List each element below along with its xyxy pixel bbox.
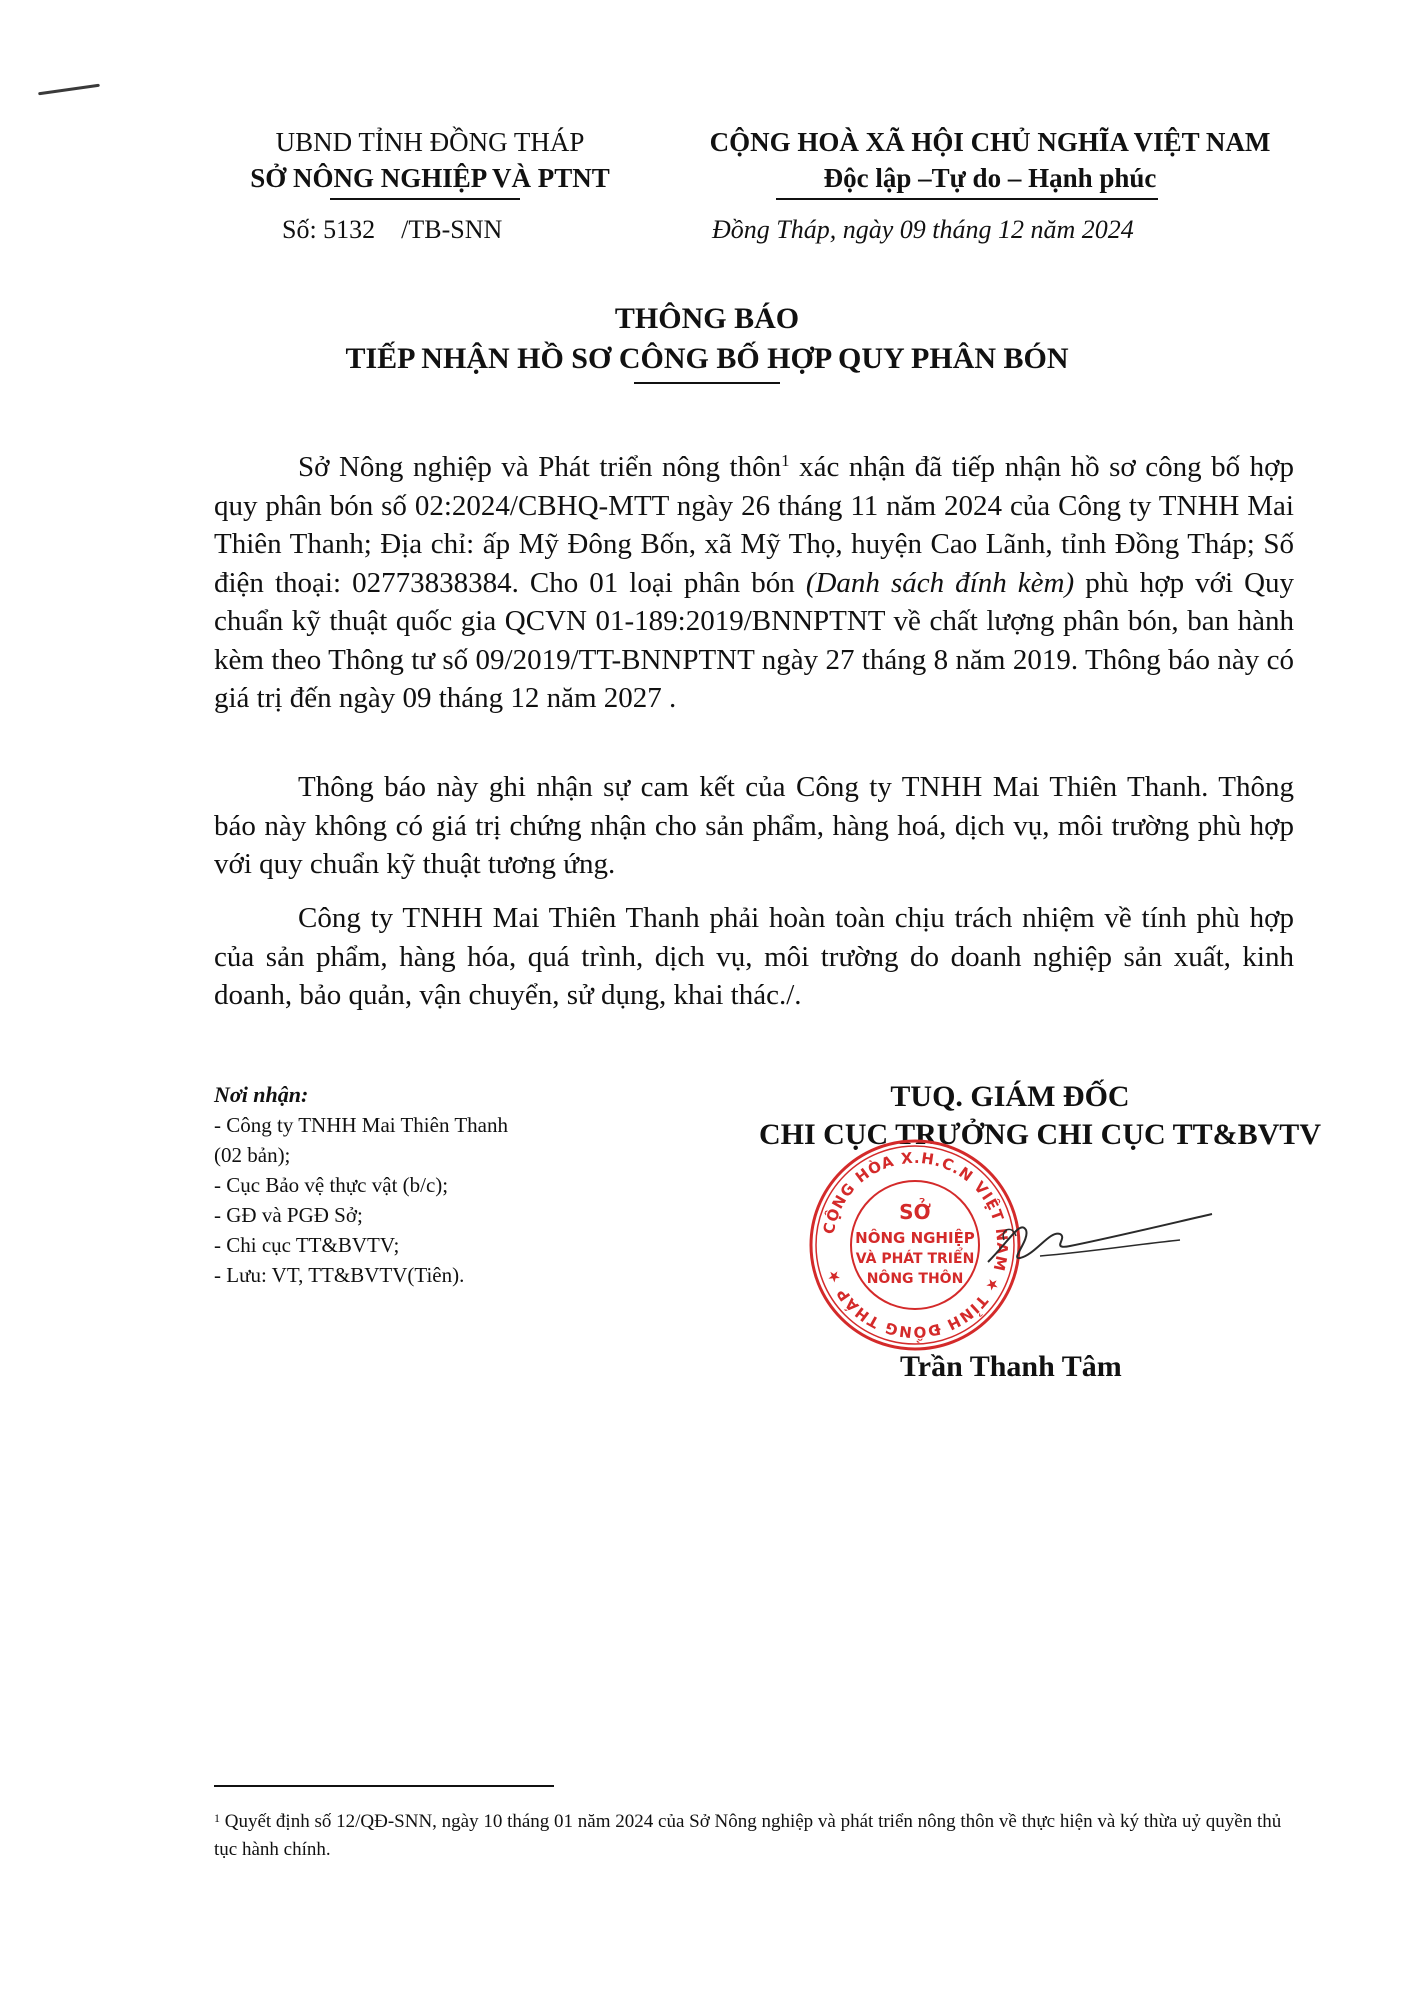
- stray-pen-mark: [38, 84, 100, 96]
- body-paragraph-3: Công ty TNHH Mai Thiên Thanh phải hoàn toàn chịu trách nhiệm về tính phù hợp của sản phẩm, hàng hóa, quá trình, dịch vụ, môi trường do doanh nghiệp sản xuất, kinh doanh, bảo quản, vận chuyển, sử dụng, khai thác./.: [214, 902, 1294, 1011]
- footnote: [214, 1808, 1294, 1864]
- recipient-item: - Lưu: VT, TT&BVTV(Tiên).: [214, 1263, 465, 1287]
- signer-authority: TUQ. GIÁM ĐỐC: [890, 1080, 1130, 1113]
- body-paragraph-1: [214, 448, 1294, 718]
- document-number: Số: 5132 /TB-SNN: [282, 215, 503, 244]
- footnote-reference: 1: [781, 451, 790, 470]
- signer-name: Trần Thanh Tâm: [900, 1350, 1122, 1383]
- paragraph-1-text-b: xác nhận đã tiếp nhận hồ sơ công bố hợp quy phân bón số 02:2024/CBHQ-MTT ngày 26 tháng 11 năm 2024 của Công ty TNHH Mai Thiên Thanh; Địa chỉ: ấp Mỹ Đông Bốn, xã Mỹ Thọ, huyện Cao Lãnh, tỉnh Đồng Tháp; Số điện thoại: 02773838384. Cho 01 loại phân bón: [214, 451, 1295, 599]
- recipient-item: (02 bản);: [214, 1143, 291, 1167]
- recipients-label: Nơi nhận:: [214, 1082, 309, 1107]
- footnote-text: Quyết định số 12/QĐ-SNN, ngày 10 tháng 01 năm 2024 của Sở Nông nghiệp và phát triển nông thôn về thực hiện và ký thừa uỷ quyền thủ tục hành chính.: [214, 1811, 1282, 1860]
- footnote-separator: [214, 1785, 554, 1787]
- footnote-number: 1: [214, 1811, 220, 1825]
- document-subtitle: TIẾP NHẬN HỒ SƠ CÔNG BỐ HỢP QUY PHÂN BÓN: [345, 342, 1069, 375]
- issuer-department: SỞ NÔNG NGHIỆP VÀ PTNT: [250, 163, 610, 193]
- recipients-block: [214, 1080, 634, 1290]
- header-left-underline: [330, 198, 520, 200]
- document-title: THÔNG BÁO: [614, 302, 800, 335]
- stamp-center-line: SỞ: [899, 1200, 931, 1224]
- document-date: Đồng Tháp, ngày 09 tháng 12 năm 2024: [712, 215, 1134, 244]
- handwritten-signature: [980, 1200, 1220, 1280]
- body-paragraph-2: Thông báo này ghi nhận sự cam kết của Công ty TNHH Mai Thiên Thanh. Thông báo này không có giá trị chứng nhận cho sản phẩm, hàng hoá, dịch vụ, môi trường phù hợp với quy chuẩn kỹ thuật tương ứng.: [214, 771, 1294, 880]
- stamp-center-line: NÔNG NGHIỆP: [855, 1229, 975, 1247]
- recipient-item: - Công ty TNHH Mai Thiên Thanh: [214, 1113, 508, 1137]
- national-title: CỘNG HOÀ XÃ HỘI CHỦ NGHĨA VIỆT NAM: [709, 127, 1271, 157]
- header-right-underline: [776, 198, 1158, 200]
- stamp-ring-text: CỘNG HÒA X.H.C.N VIỆT NAM ★ TỈNH ĐỒNG THÁP ★: [819, 1148, 1012, 1342]
- attachment-note: (Danh sách đính kèm): [805, 566, 1075, 599]
- recipient-item: - Chi cục TT&BVTV;: [214, 1233, 400, 1257]
- paragraph-1-text-c: phù hợp với Quy chuẩn kỹ thuật quốc gia QCVN 01-189:2019/BNNPTNT về chất lượng phân bón, ban hành kèm theo Thông tư số 09/2019/TT-BNNPTNT ngày 27 tháng 8 năm 2019. Thông báo này có giá trị đến ngày 09 tháng 12 năm 2027 .: [214, 566, 1295, 714]
- title-underline: [634, 382, 780, 384]
- signer-position: CHI CỤC TRƯỞNG CHI CỤC TT&BVTV: [758, 1118, 1321, 1151]
- paragraph-1-text-a: Sở Nông nghiệp và Phát triển nông thôn: [298, 451, 782, 483]
- stamp-center-line: VÀ PHÁT TRIỂN: [855, 1251, 975, 1267]
- recipient-item: - Cục Bảo vệ thực vật (b/c);: [214, 1173, 449, 1197]
- stamp-center-line: NÔNG THÔN: [866, 1271, 964, 1287]
- national-motto: Độc lập –Tự do – Hạnh phúc: [823, 163, 1157, 193]
- recipient-item: - GĐ và PGĐ Sở;: [214, 1203, 363, 1227]
- issuer-authority: UBND TỈNH ĐỒNG THÁP: [275, 127, 585, 157]
